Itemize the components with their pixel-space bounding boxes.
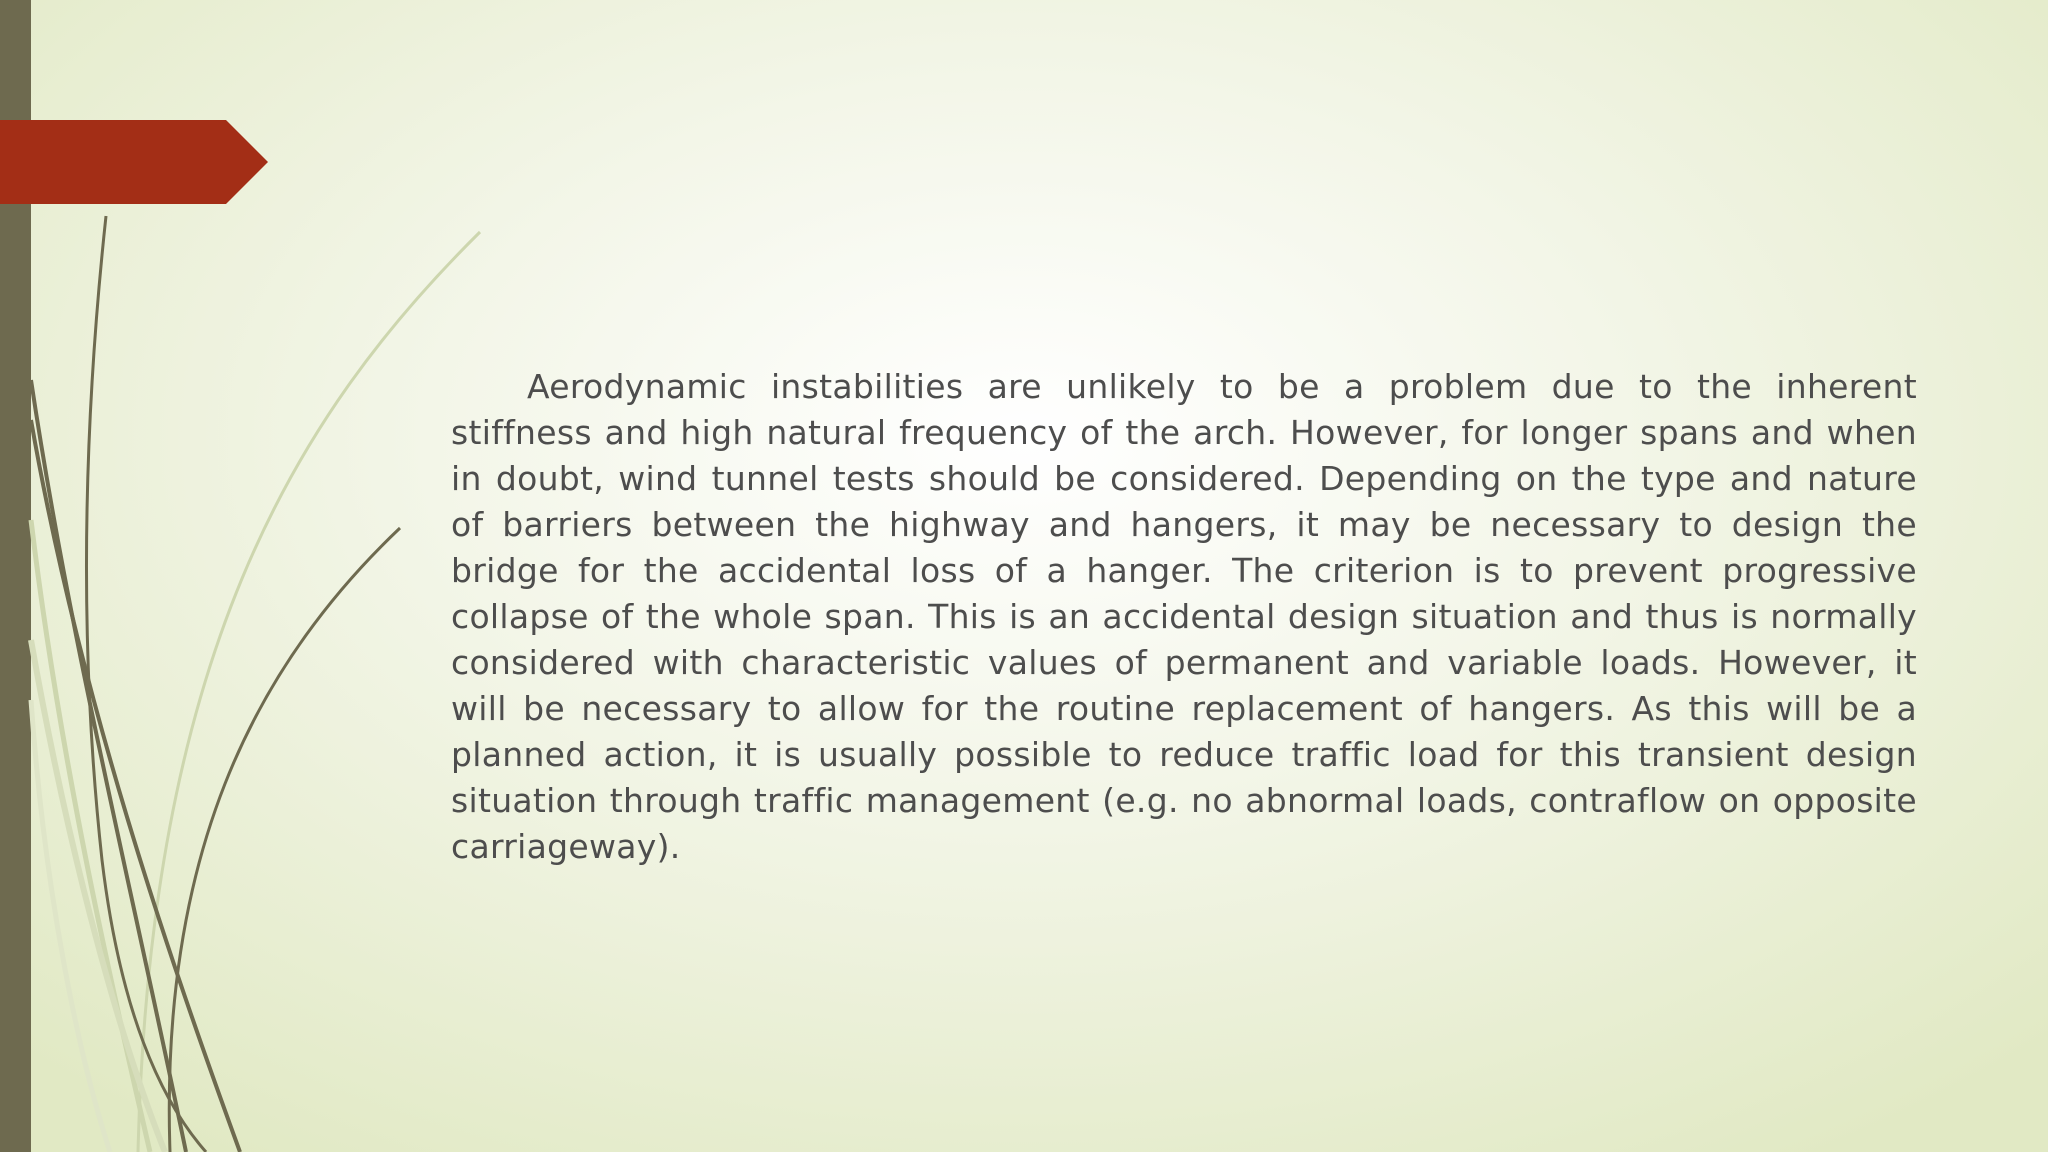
slide-body-text: Aerodynamic instabilities are unlikely to be a problem due to the inherent stiffness and high natural frequency of the arch. However, for longer spans and when in doubt, wind tunnel tests should be considered. Depending on the type and nature of barriers between the highway and hangers, it may be necessary to design the bridge for the accidental loss of a hanger. The criterion is to prevent progressive collapse of the whole span. This is an accidental design situation and thus is normally considered with characteristic values of permanent and variable loads. However, it will be necessary to allow for the routine replacement of hangers. As this will be a planned action, it is usually possible to reduce traffic load for this transient design situation through traffic management (e.g. no abnormal loads, contraflow on opposite carriageway).	[451, 367, 1917, 866]
red-arrow-shape	[0, 120, 268, 204]
grass-blade-dark-4	[169, 528, 400, 1152]
